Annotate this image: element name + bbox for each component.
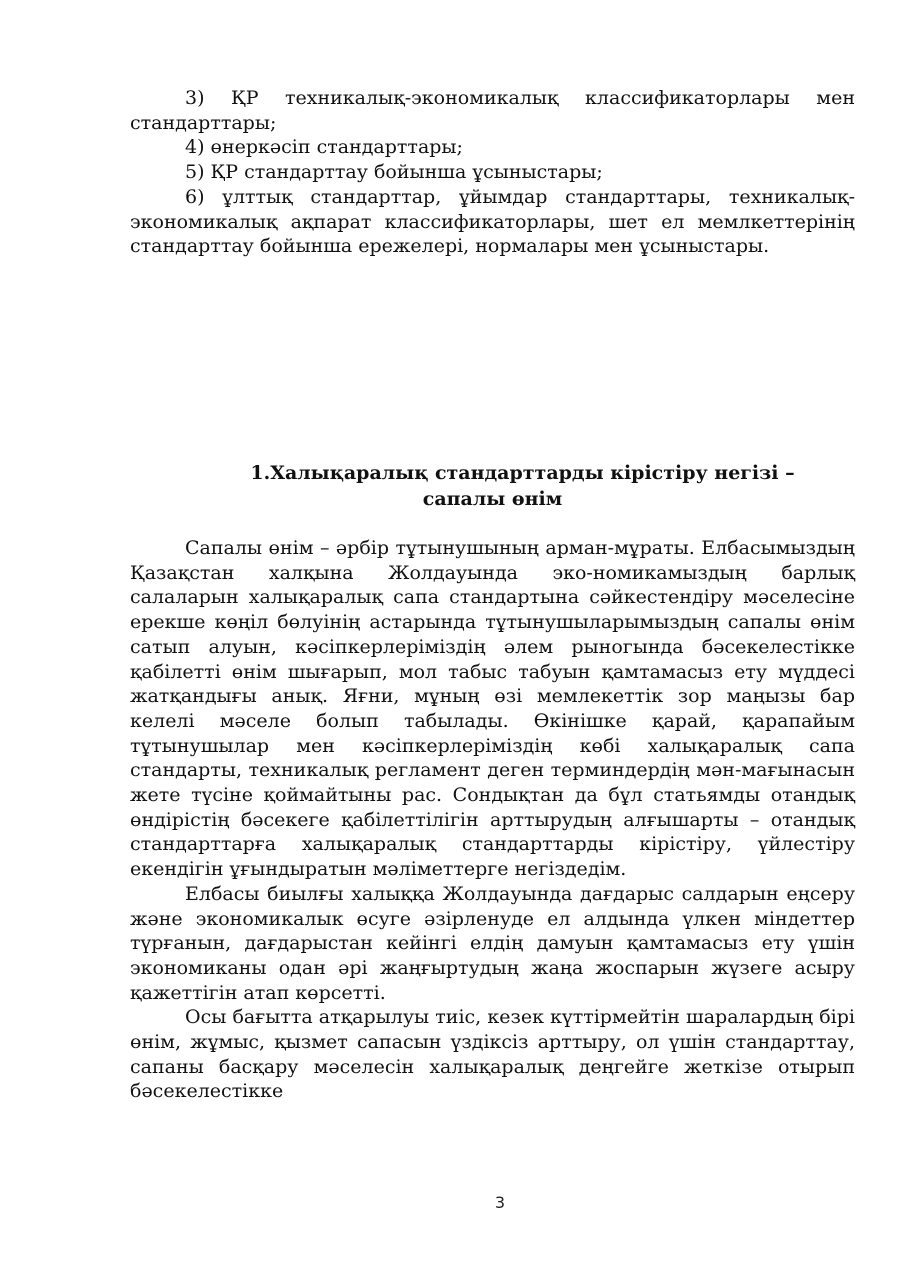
- main-text: [130, 536, 855, 1104]
- paragraph: Осы бағытта атқарылуы тиіс, кезек күттірмейтін шаралардың бірі өнім, жұмыс, қызмет сапасын үздіксіз арттыру, ол үшін стандарттау, сапаны басқару мәселесін халықаралық деңгейге жеткізе отырып бәсекелестікке: [130, 1006, 855, 1103]
- intro-list: [130, 86, 855, 259]
- section-heading-line-2: сапалы өнім: [422, 488, 563, 510]
- list-item: 3) ҚР техникалық-экономикалық классификаторлары мен стандарттары;: [130, 87, 855, 134]
- list-item: 5) ҚР стандарттау бойынша ұсыныстары;: [185, 161, 603, 184]
- list-item: 4) өнеркәсіп стандарттары;: [185, 136, 463, 159]
- page-number: 3: [494, 1193, 506, 1212]
- section-heading-line-1: 1.Халықаралық стандарттарды кірістіру негізі –: [250, 462, 795, 484]
- section-heading: [130, 460, 855, 512]
- paragraph: Елбасы биылғы халыққа Жолдауында дағдарыс салдарын еңсеру және экономикалык өсуге әзірленуде ел алдында үлкен міндеттер түрғанын, дағдарыстан кейінгі елдің дамуын қамтамасыз ету үшін экономиканы одан әрі жаңғыртудың жаңа жоспарын жүзеге асыру қажеттігін атап көрсетті.: [130, 882, 855, 1004]
- paragraph: Сапалы өнім – әрбір тұтынушының арман-мұраты. Елбасымыздың Қазақстан халқына Жолдауында эко-номикамыздың барлық салаларын халықаралық сапа стандартына сәйкестендіру мәселесіне ерекше көңіл бөлуінің астарында тұтынушыларымыздың сапалы өнім сатып алуын, кәсіпкерлеріміздің әлем рыногында бәсекелестікке қабілетті өнім шығарып, мол табыс табуын қамтамасыз ету мүддесі жатқандығы анық. Яғни, мұның өзі мемлекеттік зор маңызы бар келелі мәселе болып табылады. Өкінішке қарай, қарапайым тұтынушылар мен кәсіпкерлеріміздің көбі халықаралық сапа стандарты, техникалық регламент деген терминдердің мән-мағынасын жете түсіне қоймайтыны рас. Сондықтан да бұл статьямды отандық өндірістің бәсекеге қабілеттілігін арттырудың алғышарты – отандық стандарттарға халықаралық стандарттарды кірістіру, үйлестіру екендігін ұғындыратын мәліметтерге негіздедім.: [130, 537, 855, 881]
- list-item: 6) ұлттық стандарттар, ұйымдар стандарттары, техникалық-экономикалық ақпарат классификаторлары, шет ел мемлкеттерінің стандарттау бойынша ережелері, нормалары мен ұсыныстары.: [130, 185, 855, 258]
